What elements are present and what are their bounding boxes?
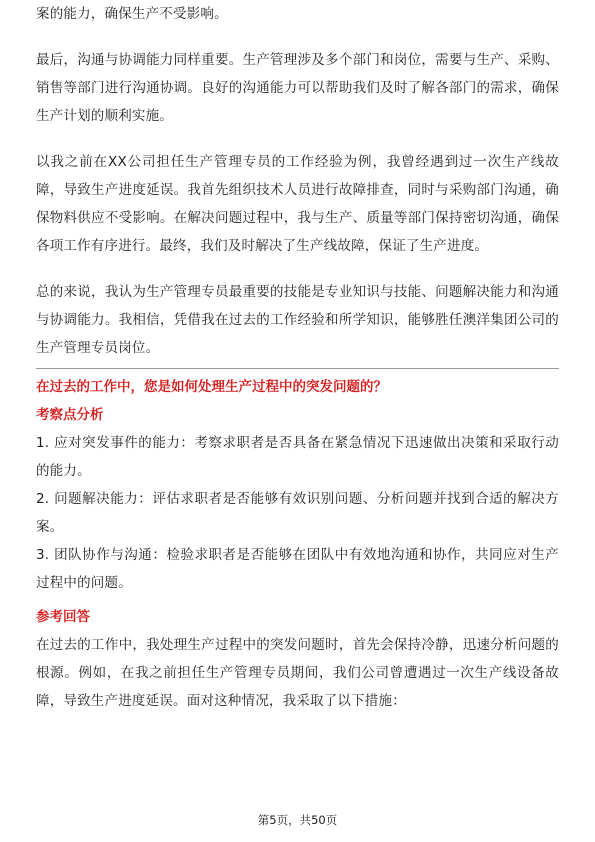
paragraph-gap	[36, 260, 559, 278]
analysis-heading: 考察点分析	[36, 407, 104, 423]
paragraph: 最后，沟通与协调能力同样重要。生产管理涉及多个部门和岗位，需要与生产、采购、销售等部门进行沟通协调。良好的沟通能力可以帮助我们及时了解各部门的需求，确保生产计划的顺利实施。	[36, 52, 559, 124]
paragraph-gap	[36, 28, 559, 46]
section-divider	[36, 368, 559, 369]
analysis-item: 1. 应对突发事件的能力：考察求职者是否具备在紧急情况下迅速做出决策和采取行动的能力。	[36, 435, 559, 479]
paragraph: 案的能力，确保生产不受影响。	[36, 6, 228, 22]
analysis-item: 3. 团队协作与沟通：检验求职者是否能够在团队中有效地沟通和协作，共同应对生产过程中的问题。	[36, 547, 559, 591]
paragraph: 以我之前在XX公司担任生产管理专员的工作经验为例，我曾经遇到过一次生产线故障，导致生产进度延误。我首先组织技术人员进行故障排查，同时与采购部门沟通，确保物料供应不受影响。在解决问题过程中，我与生产、质量等部门保持密切沟通，确保各项工作有序进行。最终，我们及时解决了生产线故障，保证了生产进度。	[36, 154, 559, 254]
document-body	[36, 0, 559, 715]
analysis-item: 2. 问题解决能力：评估求职者是否能够有效识别问题、分析问题并找到合适的解决方案。	[36, 491, 559, 535]
interview-question: 在过去的工作中，您是如何处理生产过程中的突发问题的？	[36, 379, 387, 395]
page-number: 第5页，共50页	[257, 813, 338, 827]
answer-text: 在过去的工作中，我处理生产过程中的突发问题时，首先会保持冷静，迅速分析问题的根源。例如，在我之前担任生产管理专员期间，我们公司曾遭遇过一次生产线设备故障，导致生产进度延误。面对这种情况，我采取了以下措施：	[36, 637, 559, 709]
answer-heading: 参考回答	[36, 609, 90, 625]
paragraph: 总的来说，我认为生产管理专员最重要的技能是专业知识与技能、问题解决能力和沟通与协调能力。我相信，凭借我在过去的工作经验和所学知识，能够胜任澳洋集团公司的生产管理专员岗位。	[36, 284, 559, 356]
paragraph-gap	[36, 130, 559, 148]
